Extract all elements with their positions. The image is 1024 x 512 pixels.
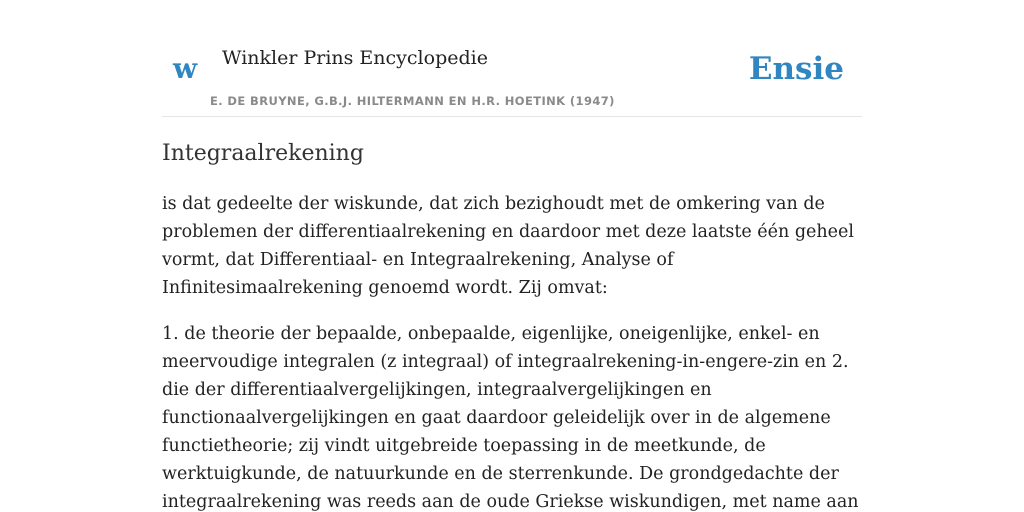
publication-title[interactable]: Winkler Prins Encyclopedie: [222, 47, 488, 69]
ensie-logo[interactable]: Ensie: [748, 51, 844, 87]
article: [162, 138, 862, 512]
article-paragraph: is dat gedeelte der wiskunde, dat zich bezighoudt met de omkering van de problemen der differentiaalrekening en daardoor met deze laatste één geheel vormt, dat Differentiaal- en Integraalrekening, Analyse of Infinitesimaalrekening genoemd wordt. Zij omvat:: [162, 194, 854, 298]
winkler-prins-logo[interactable]: w: [173, 52, 198, 85]
article-title: Integraalrekening: [162, 141, 364, 166]
publication-byline: E. DE BRUYNE, G.B.J. HILTERMANN EN H.R. HOETINK (1947): [210, 94, 615, 108]
site-header: [162, 0, 862, 117]
article-paragraph: 1. de theorie der bepaalde, onbepaalde, eigenlijke, oneigenlijke, enkel- en meervoudige integralen (z integraal) of integraalrekening-in-engere-zin en 2. die der differentiaalvergelijkingen, integraalvergelijkingen en functionaalvergelijkingen en gaat daardoor geleidelijk over in de algemene functietheorie; zij vindt uitgebreide toepassing in de meetkunde, de werktuigkunde, de natuurkunde en de sterrenkunde. De grondgedachte der integraalrekening was reeds aan de oude Griekse wiskundigen, met name aan: [162, 324, 859, 512]
